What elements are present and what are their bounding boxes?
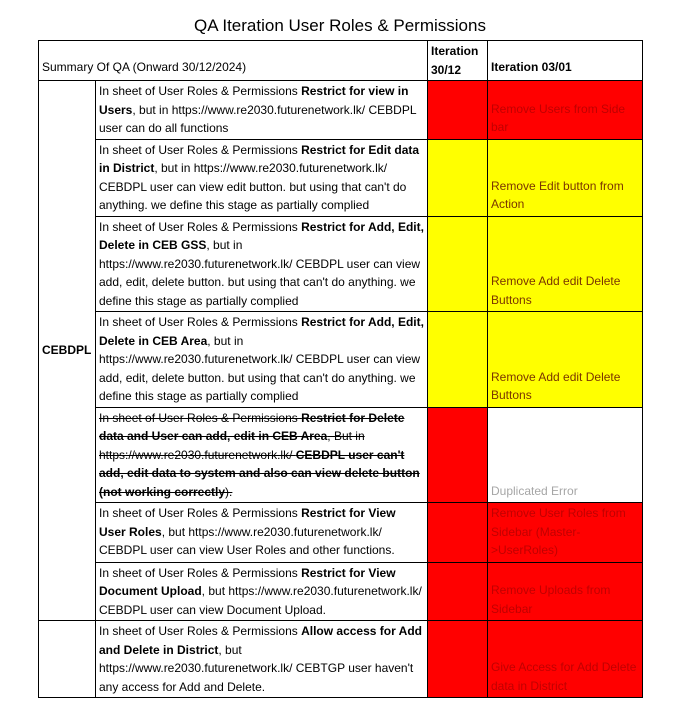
table-row	[39, 81, 643, 140]
iteration2-note: Give Access for Add Delete data in District	[491, 660, 637, 693]
issue-text: , but https://www.re2030.futurenetwork.lk/ CEBDPL user can view User Roles and other functions.	[99, 524, 395, 557]
group-label	[39, 621, 96, 698]
group-label: CEBDPL	[39, 81, 96, 621]
issue-highlight: Restrict for Delete data and User can add, edit in CEB Area	[99, 410, 405, 443]
issue-description	[96, 407, 428, 503]
issue-description	[96, 503, 428, 563]
iteration2-note: Remove Edit button from Action	[491, 178, 624, 211]
issue-text: In sheet of User Roles & Permissions	[99, 219, 302, 234]
document-title: QA Iteration User Roles & Permissions	[194, 16, 486, 35]
iteration1-status	[428, 139, 488, 216]
issue-text: , but in https://www.re2030.futurenetwork.lk/ CEBDPL user can view add, edit, delete button. but using that can't do anything. we define this stage as partially complied	[99, 333, 421, 403]
iteration2-status	[488, 216, 643, 312]
iteration2-status	[488, 139, 643, 216]
issue-text: In sheet of User Roles & Permissions	[99, 624, 302, 638]
issue-text: , but in https://www.re2030.futurenetwork.lk/ CEBDPL user can view add, edit, delete button. but using that can't do anything. we define this stage as partially complied	[99, 238, 421, 308]
issue-highlight: Restrict for Add, Edit, Delete in CEB Area	[99, 315, 424, 348]
issue-text: , but in https://www.re2030.futurenetwork.lk/ CEBDPL user can do all functions	[99, 102, 417, 135]
issue-text: , But in https://www.re2030.futurenetwork.lk/	[99, 429, 365, 462]
issue-description	[96, 81, 428, 140]
iteration2-status	[488, 312, 643, 408]
iteration2-note: Duplicated Error	[491, 483, 578, 498]
issue-description	[96, 216, 428, 312]
iteration2-header: Iteration 03/01	[488, 41, 643, 81]
qa-table	[38, 40, 643, 698]
issue-highlight: CEBDPL user can't add, edit data to system and also can view delete button (not working correctly	[99, 447, 420, 499]
issue-text: , but https://www.re2030.futurenetwork.lk/ CEBTGP user haven't any access for Add and Delete.	[99, 642, 414, 694]
iteration2-note: Remove Add edit Delete Buttons	[491, 369, 621, 402]
issue-text: , but https://www.re2030.futurenetwork.lk/ CEBDPL user can view Document Upload.	[99, 584, 422, 617]
iteration1-status	[428, 503, 488, 563]
table-row	[39, 139, 643, 216]
issue-highlight: Restrict for View User Roles	[99, 506, 396, 539]
table-row	[39, 503, 643, 563]
issue-text: In sheet of User Roles & Permissions	[99, 410, 302, 425]
issue-text: In sheet of User Roles & Permissions	[99, 84, 302, 98]
issue-text: , but in https://www.re2030.futurenetwork.lk/ CEBDPL user can view edit button. but using that can't do anything. we define this stage as partially complied	[99, 161, 407, 212]
iteration1-status	[428, 81, 488, 140]
issue-highlight: Restrict for Edit data in District	[99, 142, 420, 175]
iteration2-status	[488, 407, 643, 503]
table-row	[39, 216, 643, 312]
issue-description	[96, 562, 428, 621]
issue-highlight: Restrict for view in Users	[99, 84, 409, 117]
table-row	[39, 621, 643, 698]
iteration2-note: Remove User Roles from Sidebar (Master->UserRoles)	[491, 506, 626, 557]
qa-table-body	[39, 81, 643, 698]
iteration1-status	[428, 562, 488, 621]
table-row	[39, 562, 643, 621]
issue-text: In sheet of User Roles & Permissions	[99, 506, 302, 520]
issue-description	[96, 621, 428, 698]
issue-description	[96, 139, 428, 216]
iteration1-status	[428, 216, 488, 312]
iteration2-note: Remove Uploads from Sidebar	[491, 583, 611, 616]
table-row	[39, 312, 643, 408]
iteration1-status	[428, 312, 488, 408]
table-row	[39, 407, 643, 503]
iteration2-note: Remove Add edit Delete Buttons	[491, 274, 621, 307]
issue-text: In sheet of User Roles & Permissions	[99, 142, 302, 157]
issue-highlight: Restrict for Add, Edit, Delete in CEB GSS	[99, 219, 424, 252]
summary-header: Summary Of QA (Onward 30/12/2024)	[39, 41, 428, 81]
iteration2-status	[488, 621, 643, 698]
iteration1-header: Iteration 30/12	[428, 41, 488, 81]
issue-text: ).	[225, 484, 233, 499]
iteration2-note: Remove Users from Side bar	[491, 101, 626, 134]
iteration1-status	[428, 407, 488, 503]
iteration1-status	[428, 621, 488, 698]
issue-text: In sheet of User Roles & Permissions	[99, 315, 302, 329]
header-row	[39, 41, 643, 81]
iteration2-status	[488, 562, 643, 621]
issue-highlight: Allow access for Add and Delete in District	[99, 624, 422, 657]
issue-text: In sheet of User Roles & Permissions	[99, 565, 302, 580]
issue-description	[96, 312, 428, 408]
iteration2-status	[488, 81, 643, 140]
iteration2-status	[488, 503, 643, 563]
issue-highlight: Restrict for View Document Upload	[99, 565, 396, 598]
